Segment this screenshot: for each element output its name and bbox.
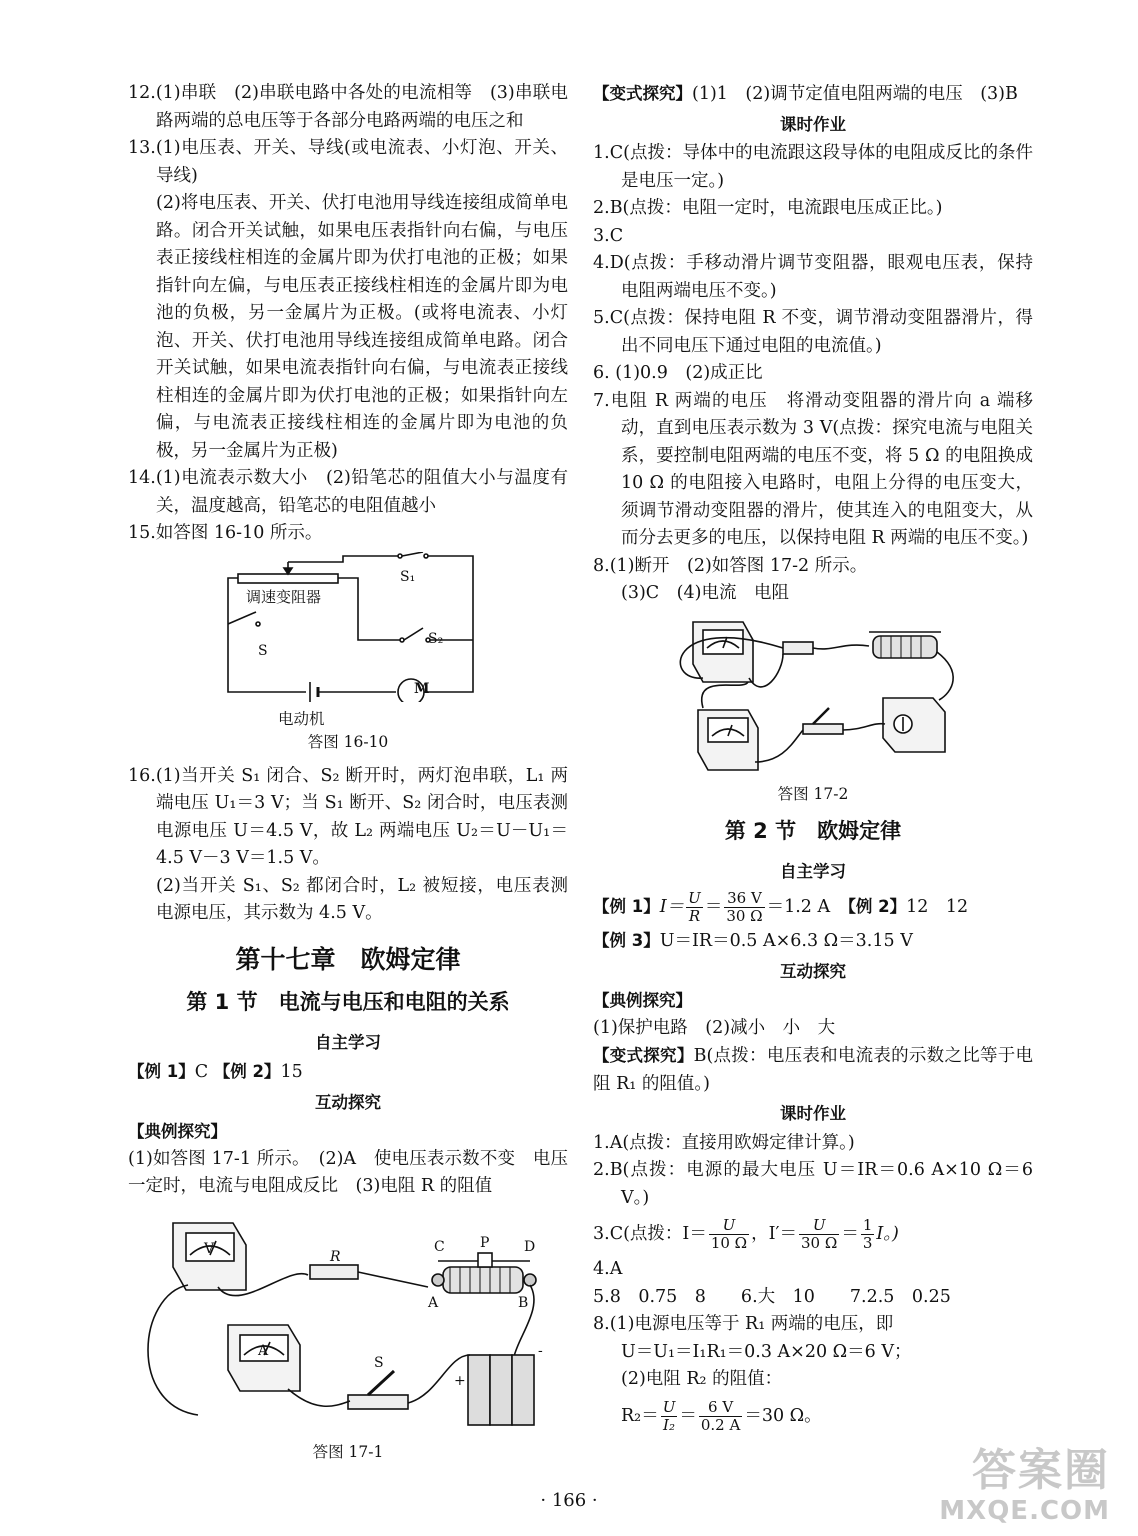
answer-14: 14.(1)电流表示数大小 (2)铅笔芯的阻值大小与温度有关，温度越高，铅笔芯的电阻值越小 bbox=[128, 468, 568, 516]
left-column bbox=[128, 80, 568, 1472]
homework-1: 1.C(点拨：导体中的电流跟这段导体的电阻成反比的条件是电压一定。) bbox=[593, 143, 1033, 191]
switch-s2-label: S₂ bbox=[428, 630, 444, 647]
terminal-d-label: D bbox=[524, 1238, 536, 1255]
homework2-5-7: 5.8 0.75 8 6.大 10 7.2.5 0.25 bbox=[593, 1286, 951, 1307]
typical-example-tag-2: 【典例探究】 bbox=[593, 991, 692, 1010]
switch-s1-label: S₁ bbox=[400, 568, 416, 585]
terminal-a-label: A bbox=[428, 1294, 439, 1311]
resistor-label: R bbox=[330, 1248, 341, 1265]
answer-15: 15.如答图 16-10 所示。 bbox=[128, 523, 323, 543]
switch-s-label: S bbox=[258, 642, 268, 659]
example-1-2: 【例 1】I＝ $\frac{U}{R}$ ＝ $\frac{36 V}{30 \Omega}$ ＝1.2 A 【例 2】12 12 bbox=[593, 889, 969, 925]
interactive-heading: 互动探究 bbox=[315, 1092, 381, 1112]
homework-6: 6. (1)0.9 (2)成正比 bbox=[593, 363, 763, 383]
variant-explore-1: 【变式探究】(1)1 (2)调节定值电阻两端的电压 (3)B bbox=[593, 84, 1018, 104]
motor-symbol: M bbox=[414, 680, 430, 697]
answer-13-part2: (2)将电压表、开关、伏打电池用导线连接组成简单电路。闭合开关试触，如果电压表指针向右偏，与电压表正接线柱相连的金属片即为伏打电池的正极；如果指针向左偏，与电压表正接线柱相连的金属片即为电池的负极，另一金属片为正极。(或将电流表、小灯泡、开关、伏打电池用导线连接组成简单电路。闭合开关试触，如果电流表指针向右偏，与电流表正接线柱相连的金属片即为伏打电池的正极；如果指针向左偏，与电流表正接线柱相连的金属片即为电池的负极，另一金属片为正极) bbox=[156, 193, 568, 461]
homework2-8-part2: U＝U₁＝I₁R₁＝0.3 A×20 Ω＝6 V； bbox=[621, 1341, 912, 1362]
rheostat-label: 调速变阻器 bbox=[246, 587, 322, 606]
homework-7: 7.电阻 R 两端的电压 将滑动变阻器的滑片向 a 端移动，直到电压表示数为 3 V(点拨：探究电流与电阻关系，要控制电阻两端的电压不变，将 5 Ω 的电阻换成 10 Ω 的电阻接入电路时，电阻上分得的电压变大，须调节滑动变阻器的滑片，使其连入的电阻变大，从而分去更多的电压，以保持电阻 R 两端的电压不变。) bbox=[593, 390, 1033, 548]
homework-8-part2: (3)C (4)电流 电阻 bbox=[621, 583, 789, 603]
circuit-diagram-17-1 bbox=[138, 1205, 558, 1435]
section-1-title: 第 1 节 电流与电压和电阻的关系 bbox=[186, 990, 510, 1014]
battery-minus: - bbox=[538, 1342, 543, 1359]
homework-heading-2: 课时作业 bbox=[780, 1104, 846, 1123]
variant-explore-2: 【变式探究】B(点拨：电压表和电流表的示数之比等于电阻 R₁ 的阻值。) bbox=[593, 1046, 1033, 1094]
answer-13-part1: 13.(1)电压表、开关、导线(或电流表、小灯泡、开关、导线) bbox=[128, 138, 568, 186]
battery-plus: + bbox=[454, 1372, 466, 1389]
example-3: 【例 3】U＝IR＝0.5 A×6.3 Ω＝3.15 V bbox=[593, 931, 913, 951]
switch-label: S bbox=[374, 1354, 384, 1371]
answer-16-part1: 16.(1)当开关 S₁ 闭合、S₂ 断开时，两灯泡串联，L₁ 两端电压 U₁＝3 V；当 S₁ 断开、S₂ 闭合时，电压表测电源电压 U＝4.5 V，故 L₂ 两端电压 U₂＝U－U₁＝4.5 V－3 V＝1.5 V。 bbox=[128, 765, 568, 868]
homework-2: 2.B(点拨：电阻一定时，电流跟电压成正比。) bbox=[593, 198, 943, 218]
watermark-url: MXQE.COM bbox=[939, 1496, 1110, 1526]
interactive-heading-2: 互动探究 bbox=[780, 961, 846, 981]
watermark-logo: 答案圈 bbox=[972, 1445, 1110, 1496]
slider-p-label: P bbox=[480, 1234, 490, 1251]
answer-16-part2: (2)当开关 S₁、S₂ 都闭合时，L₂ 被短接，电压表测电源电压，其示数为 4.5 V。 bbox=[156, 875, 568, 923]
homework2-8-part4: R₂＝ $\frac{U}{\text{I₂}}$ ＝ $\frac{6 V}{0.2 A}$ ＝30 Ω。 bbox=[621, 1397, 822, 1434]
typical-example-answer: (1)如答图 17-1 所示。 (2)A 使电压表示数不变 电压一定时，电流与电阻成反比 (3)电阻 R 的阻值 bbox=[128, 1148, 568, 1196]
circuit-diagram-17-2 bbox=[663, 612, 963, 777]
homework-5: 5.C(点拨：保持电阻 R 不变，调节滑动变阻器滑片，得出不同电压下通过电阻的电流值。) bbox=[593, 308, 1033, 356]
homework2-8-part1: 8.(1)电源电压等于 R₁ 两端的电压，即 bbox=[593, 1314, 894, 1334]
figure-caption-17-2: 答图 17-2 bbox=[777, 784, 849, 803]
terminal-b-label: B bbox=[518, 1294, 529, 1311]
self-study-heading: 自主学习 bbox=[315, 1032, 381, 1052]
terminal-c-label: C bbox=[434, 1238, 445, 1255]
homework2-3: 3.C(点拨：I＝ $\frac{U}{10 \Omega}$ ，I′＝ $\frac{U}{30 \Omega}$ ＝ $\frac{1}{3}$ I。) bbox=[593, 1216, 899, 1252]
voltmeter-symbol: V bbox=[204, 1240, 215, 1257]
figure-caption-16-10: 答图 16-10 bbox=[307, 733, 389, 751]
figure-caption-17-1: 答图 17-1 bbox=[312, 1442, 384, 1461]
homework2-2: 2.B(点拨：电源的最大电压 U＝IR＝0.6 A×10 Ω＝6 V。) bbox=[593, 1160, 1033, 1208]
example-answers: 【例 1】C 【例 2】15 bbox=[128, 1062, 303, 1082]
motor-label: 电动机 bbox=[278, 709, 325, 728]
homework-3: 3.C bbox=[593, 225, 624, 246]
right-column bbox=[593, 80, 1033, 1438]
homework-4: 4.D(点拨：手移动滑片调节变阻器，眼观电压表，保持电阻两端电压不变。) bbox=[593, 253, 1033, 301]
answer-12: 12.(1)串联 (2)串联电路中各处的电流相等 (3)串联电路两端的总电压等于各部分电路两端的电压之和 bbox=[128, 83, 568, 131]
page-number: · 166 · bbox=[540, 1490, 598, 1511]
ammeter-symbol: A bbox=[258, 1342, 269, 1359]
typical-example-answer-2: (1)保护电路 (2)减小 小 大 bbox=[593, 1017, 836, 1038]
homework-heading: 课时作业 bbox=[780, 114, 846, 134]
homework2-4: 4.A bbox=[593, 1259, 623, 1279]
typical-example-tag: 【典例探究】 bbox=[128, 1122, 227, 1141]
homework2-8-part3: (2)电阻 R₂ 的阻值： bbox=[621, 1369, 783, 1389]
homework2-1: 1.A(点拨：直接用欧姆定律计算。) bbox=[593, 1132, 855, 1153]
watermark bbox=[926, 1434, 1116, 1526]
section-2-title: 第 2 节 欧姆定律 bbox=[724, 819, 902, 843]
homework-8-part1: 8.(1)断开 (2)如答图 17-2 所示。 bbox=[593, 555, 868, 576]
self-study-heading-2: 自主学习 bbox=[780, 861, 846, 881]
chapter-title: 第十七章 欧姆定律 bbox=[235, 944, 461, 974]
